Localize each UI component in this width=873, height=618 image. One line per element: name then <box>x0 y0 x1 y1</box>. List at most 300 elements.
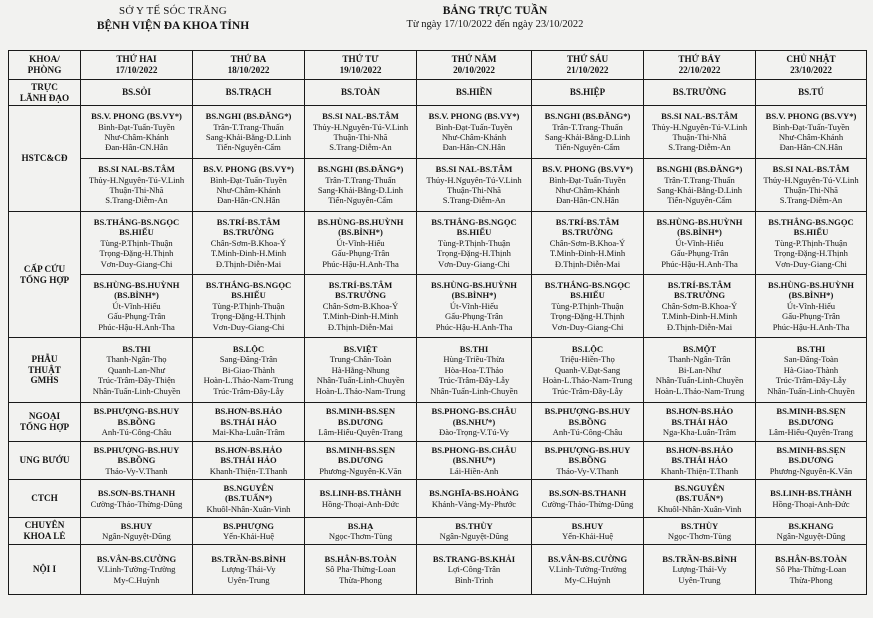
staff-names: Thảo-Vy-V.Thanh <box>105 465 168 476</box>
doctor-name: BS.TRÍ-BS.TÂM <box>667 279 732 290</box>
doctor-name: BS.TRƯỜNG <box>222 227 274 238</box>
staff-names: Hoàn-L.Thảo-Nam-Trung <box>654 385 745 396</box>
doctor-name: BS.V. PHONG (BS.VY*) <box>203 164 294 175</box>
staff-names: Thuận-Thi-Nhã <box>333 132 388 142</box>
org-name: SỞ Y TẾ SÓC TRĂNG <box>119 5 227 17</box>
header-row <box>9 51 867 80</box>
duty-cell <box>81 442 193 480</box>
staff-names: Hòa-Hoa-T.Thảo <box>444 364 504 375</box>
staff-names: Trọng-Đặng-H.Thịnh <box>211 311 286 322</box>
staff-names: Trúc-Trâm-Đây-Lẫy <box>552 385 623 396</box>
staff-names: S.Trang-Diễm-An <box>779 195 843 206</box>
doctor-name: (BS.BÌNH*) <box>338 227 383 238</box>
staff-names: Út-Vĩnh-Hiếu <box>786 300 836 311</box>
staff-names: My-C.Huỳnh <box>113 574 160 585</box>
staff-names: Hoàn-L.Thảo-Nam-Trung <box>542 375 633 386</box>
day-name: THỨ TƯ <box>342 54 379 65</box>
dept-label: LÃNH ĐẠO <box>19 92 70 103</box>
duty-cell <box>193 338 305 403</box>
staff-names: Ngân-Nguyệt-Dũng <box>439 531 509 541</box>
duty-cell <box>644 275 756 338</box>
dept-label: NGOẠI <box>28 411 61 422</box>
doctor-name: BS.TOÀN <box>340 87 381 98</box>
staff-names: Tiến-Nguyên-Cẩm <box>216 142 281 153</box>
duty-cell <box>305 338 417 403</box>
staff-names: Vơn-Duy-Giang-Chi <box>551 321 624 332</box>
day-date: 20/10/2022 <box>453 65 495 75</box>
staff-names: Như-Châm-Khánh <box>441 132 507 142</box>
dept-cell <box>9 106 81 212</box>
staff-names: Út-Vĩnh-Hiếu <box>449 300 499 311</box>
document-period: Từ ngày 17/10/2022 đến ngày 23/10/2022 <box>406 19 584 30</box>
doctor-name: BS.NGHI (BS.ĐĂNG*) <box>317 164 404 175</box>
staff-names: Bình-Đạt-Tuấn-Tuyền <box>549 174 626 185</box>
staff-names: Thủy-H.Nguyên-Tú-V.Linh <box>312 121 409 132</box>
duty-cell <box>532 159 644 212</box>
doctor-name: BS.SƠN-BS.THANH <box>548 488 627 499</box>
duty-cell <box>756 212 867 275</box>
dept-header-line: PHÒNG <box>27 65 62 75</box>
day-date: 22/10/2022 <box>678 65 721 75</box>
duty-cell <box>193 212 305 275</box>
doctor-name: BS.BỒNG <box>568 455 607 466</box>
doctor-name: BS.HẠ <box>347 520 374 531</box>
doctor-name: BS.DƯƠNG <box>337 455 384 466</box>
staff-names: Tùng-P.Thịnh-Thuận <box>100 237 173 248</box>
doctor-name: (BS.TUẤN*) <box>675 493 724 504</box>
doctor-name: BS.TRẠCH <box>225 87 272 98</box>
staff-names: Trọng-Đặng-H.Thịnh <box>774 248 848 259</box>
doctor-name: BS.TRƯỜNG <box>673 290 725 301</box>
roster-row <box>9 338 867 403</box>
staff-names: Nhân-Tuấn-Linh-Chuyền <box>92 385 181 396</box>
staff-names: Đan-Hân-CN.Hân <box>442 142 506 153</box>
dept-label: CHUYÊN <box>24 520 65 531</box>
doctor-name: BS.V. PHONG (BS.VY*) <box>91 111 182 122</box>
staff-names: Bình-Đạt-Tuấn-Tuyền <box>210 174 287 185</box>
doctor-name: BS.HƠN-BS.HẢO <box>665 406 734 417</box>
doctor-name: BS.SƠN-BS.THANH <box>97 488 176 499</box>
dept-cell <box>9 338 81 403</box>
duty-cell <box>756 106 867 159</box>
staff-names: Yến-Khải-Huệ <box>222 531 275 541</box>
day-column-header <box>417 51 532 80</box>
staff-names: Vơn-Duy-Giang-Chi <box>100 258 173 269</box>
doctor-name: BS.THÁI HẢO <box>671 455 728 466</box>
staff-names: Mai-Kha-Luân-Trâm <box>212 427 285 438</box>
staff-names: Tùng-P.Thịnh-Thuận <box>774 237 848 248</box>
staff-names: Lái-Hiền-Anh <box>449 465 499 476</box>
staff-names: Gấu-Phụng-Trân <box>670 248 729 259</box>
duty-cell <box>193 80 305 106</box>
roster-row <box>9 80 867 106</box>
day-name: CHỦ NHẬT <box>786 54 836 65</box>
staff-names: Gấu-Phụng-Trân <box>107 311 166 322</box>
doctor-name: BS.HUY <box>571 520 604 531</box>
staff-names: Thuận-Thi-Nhã <box>672 132 727 142</box>
doctor-name: (BS.BÌNH*) <box>451 290 497 301</box>
duty-cell <box>756 338 867 403</box>
doctor-name: BS.THÁI HẢO <box>220 416 277 427</box>
staff-names: Đan-Hân-CN.Hân <box>779 142 843 153</box>
duty-cell <box>756 275 867 338</box>
roster-row <box>9 159 867 212</box>
staff-names: Trúc-Trâm-Đây-Lẫy <box>438 375 510 386</box>
duty-cell <box>81 518 193 545</box>
doctor-name: BS.NGUYÊN <box>674 482 725 493</box>
doctor-name: BS.MINH-BS.SẸN <box>776 406 846 417</box>
dept-label: TỔNG HỢP <box>19 422 70 432</box>
day-name: THỨ HAI <box>116 54 157 65</box>
staff-names: Sang-Khải-Bằng-D.Linh <box>205 132 292 142</box>
day-date: 17/10/2022 <box>115 65 158 75</box>
doctor-name: BS.DƯƠNG <box>788 416 834 427</box>
dept-cell <box>9 212 81 338</box>
doctor-name: BS.NGHĨA-BS.HOÀNG <box>429 488 519 499</box>
roster-row <box>9 275 867 338</box>
duty-cell <box>756 159 867 212</box>
duty-cell <box>532 442 644 480</box>
staff-names: Ngọc-Thơm-Tùng <box>328 531 393 541</box>
day-date: 18/10/2022 <box>227 65 270 75</box>
doctor-name: BS.HIẾU <box>231 290 266 301</box>
dept-cell <box>9 480 81 518</box>
doctor-name: BS.HÙNG-BS.HUỲNH <box>768 279 854 290</box>
duty-cell <box>193 159 305 212</box>
staff-names: Khanh-Thiện-T.Thanh <box>209 465 288 476</box>
duty-cell <box>417 545 532 595</box>
day-date: 23/10/2022 <box>790 65 832 75</box>
staff-names: Nhân-Tuấn-Linh-Chuyền <box>655 375 744 386</box>
day-date: 19/10/2022 <box>339 65 382 75</box>
duty-cell <box>193 106 305 159</box>
staff-names: Gấu-Phụng-Trân <box>445 311 503 322</box>
staff-names: Nhân-Tuấn-Linh-Chuyền <box>430 385 518 396</box>
duty-cell <box>532 106 644 159</box>
duty-cell <box>417 159 532 212</box>
hospital-name: BỆNH VIỆN ĐA KHOA TỈNH <box>96 20 250 32</box>
dept-label: KHOA LẺ <box>23 531 66 541</box>
staff-names: Uyên-Trung <box>678 574 721 585</box>
doctor-name: BS.HÙNG-BS.HUỲNH <box>431 279 517 290</box>
staff-names: Khánh-Vàng-My-Phước <box>431 498 517 509</box>
doctor-name: BS.TRÍ-BS.TÂM <box>216 216 281 227</box>
duty-cell <box>532 80 644 106</box>
doctor-name: BS.THÁI HẢO <box>671 416 728 427</box>
staff-names: Trúc-Trâm-Đây-Lẫy <box>213 385 284 396</box>
staff-names: Thủy-H.Nguyên-Tú-V.Linh <box>651 121 748 132</box>
duty-cell <box>193 403 305 442</box>
staff-names: S.Trang-Diễm-An <box>329 142 392 153</box>
doctor-name: BS.HIẾU <box>793 227 829 238</box>
doctor-name: BS.LỘC <box>232 343 265 354</box>
staff-names: Hồng-Thoại-Anh-Đức <box>772 498 850 509</box>
doctor-name: BS.NGHI (BS.ĐĂNG*) <box>656 164 743 175</box>
staff-names: S.Trang-Diễm-An <box>668 142 731 153</box>
doctor-name: BS.HƠN-BS.HẢO <box>214 444 283 455</box>
duty-cell <box>305 403 417 442</box>
staff-names: Thủy-H.Nguyên-Tú-V.Linh <box>426 174 522 185</box>
staff-names: Bi-Giao-Thành <box>222 364 275 375</box>
roster-row <box>9 212 867 275</box>
doctor-name: BS.THÙY <box>680 520 719 531</box>
staff-names: Bi-Lan-Như <box>678 364 721 375</box>
doctor-name: BS.V. PHONG (BS.VY*) <box>765 111 857 122</box>
staff-names: Thanh-Ngân-Trân <box>668 354 731 365</box>
doctor-name: BS.TRẦN-BS.BÌNH <box>211 553 286 564</box>
roster-row <box>9 442 867 480</box>
duty-cell <box>417 442 532 480</box>
staff-names: Lợi-Công-Trân <box>447 564 501 575</box>
duty-cell <box>644 480 756 518</box>
duty-cell <box>417 212 532 275</box>
staff-names: Bình-Trình <box>454 574 494 585</box>
staff-names: Phúc-Hậu-H.Anh-Tha <box>98 321 175 332</box>
duty-cell <box>417 80 532 106</box>
doctor-name: BS.HUY <box>120 520 153 531</box>
dept-label: THUẬT <box>28 364 61 375</box>
staff-names: S.Trang-Diễm-An <box>105 195 168 206</box>
staff-names: Cường-Thảo-Thừng-Dũng <box>541 498 634 509</box>
duty-cell <box>81 338 193 403</box>
duty-cell <box>756 442 867 480</box>
duty-cell <box>305 442 417 480</box>
staff-names: Gấu-Phụng-Trân <box>331 248 390 259</box>
doctor-name: BS.THI <box>459 343 489 354</box>
staff-names: Bình-Đạt-Tuấn-Tuyền <box>772 121 850 132</box>
document-header <box>330 5 660 30</box>
day-name: THỨ NĂM <box>451 54 497 65</box>
day-column-header <box>644 51 756 80</box>
duty-cell <box>532 212 644 275</box>
staff-names: Trân-T.Trang-Thuấn <box>664 174 735 185</box>
doctor-name: BS.TÚ <box>798 87 824 98</box>
duty-cell <box>644 106 756 159</box>
doctor-name: BS.TRẦN-BS.BÌNH <box>662 553 737 564</box>
day-column-header <box>193 51 305 80</box>
duty-cell <box>193 518 305 545</box>
doctor-name: (BS.TUẤN*) <box>224 493 273 504</box>
duty-cell <box>193 480 305 518</box>
staff-names: Trọng-Đặng-H.Thịnh <box>550 311 625 322</box>
staff-names: Bình-Đạt-Tuấn-Tuyền <box>98 121 175 132</box>
staff-names: T.Minh-Đinh-H.Minh <box>549 248 626 259</box>
roster-body <box>9 80 867 595</box>
duty-cell <box>532 545 644 595</box>
doctor-name: BS.LINH-BS.THÀNH <box>770 488 852 499</box>
duty-cell <box>532 403 644 442</box>
doctor-name: BS.BỒNG <box>117 455 156 466</box>
staff-names: Nga-Kha-Luân-Trâm <box>662 427 737 438</box>
staff-names: V.Linh-Tường-Trường <box>548 564 627 575</box>
doctor-name: BS.BỒNG <box>117 416 156 427</box>
doctor-name: (BS.BÌNH*) <box>114 290 159 301</box>
duty-cell <box>305 275 417 338</box>
doctor-name: BS.HIẾU <box>119 227 154 238</box>
dept-label: NỘI I <box>32 564 57 575</box>
staff-names: Chân-Sơm-B.Khoa-Ý <box>661 300 738 311</box>
duty-cell <box>81 403 193 442</box>
staff-names: Anh-Tú-Công-Châu <box>101 427 172 438</box>
doctor-name: BS.MINH-BS.SẸN <box>325 444 396 455</box>
duty-cell <box>305 106 417 159</box>
dept-label: UNG BƯỚU <box>19 455 70 466</box>
staff-names: Hà-Hằng-Nhung <box>331 364 390 375</box>
doctor-name: BS.THẮNG-BS.NGỌC <box>205 279 292 290</box>
doctor-name: BS.HƠN-BS.HẢO <box>214 406 283 417</box>
staff-names: Tùng-P.Thịnh-Thuận <box>437 237 511 248</box>
doctor-name: BS.SỎI <box>122 87 151 98</box>
duty-cell <box>644 545 756 595</box>
org-header <box>58 5 288 32</box>
duty-cell <box>756 518 867 545</box>
duty-cell <box>305 80 417 106</box>
staff-names: Trung-Chân-Toàn <box>329 354 392 365</box>
doctor-name: BS.HƠN-BS.HẢO <box>665 444 734 455</box>
dept-label: GMHS <box>30 375 59 386</box>
staff-names: Lâm-Hiếu-Quyên-Trang <box>768 427 854 438</box>
roster-row <box>9 480 867 518</box>
staff-names: Triệu-Hiền-Thọ <box>560 354 615 365</box>
staff-names: Nhân-Tuấn-Linh-Chuyền <box>767 385 855 396</box>
staff-names: Chân-Sơm-B.Khoa-Ý <box>549 237 626 248</box>
duty-cell <box>193 275 305 338</box>
duty-cell <box>417 480 532 518</box>
day-column-header <box>305 51 417 80</box>
staff-names: Quanh-V.Đạt-Sang <box>554 364 621 375</box>
staff-names: Chân-Sơm-B.Khoa-Ý <box>322 300 399 311</box>
doctor-name: BS.SI NAL-BS.TÂM <box>772 164 850 175</box>
dept-header-line: KHOA/ <box>29 54 60 65</box>
duty-cell <box>756 545 867 595</box>
duty-cell <box>756 480 867 518</box>
staff-names: Út-Vĩnh-Hiếu <box>336 237 385 248</box>
duty-cell <box>81 159 193 212</box>
doctor-name: BS.NGHI (BS.ĐĂNG*) <box>205 111 292 122</box>
staff-names: Út-Vĩnh-Hiếu <box>675 237 724 248</box>
duty-cell <box>756 80 867 106</box>
doctor-name: BS.BỒNG <box>568 416 607 427</box>
duty-roster-table <box>8 50 867 595</box>
staff-names: Phúc-Hậu-H.Anh-Tha <box>322 258 399 269</box>
staff-names: Lâm-Hiếu-Quyên-Trang <box>318 427 403 438</box>
doctor-name: BS.LỘC <box>571 343 604 354</box>
doctor-name: BS.HIỆP <box>569 87 606 98</box>
doctor-name: BS.HIỀN <box>455 87 493 98</box>
staff-names: Khuôl-Nhân-Xuân-Vinh <box>206 503 291 514</box>
staff-names: Bình-Đạt-Tuấn-Tuyền <box>435 121 513 132</box>
staff-names: Trúc-Trâm-Đây-Thiện <box>97 375 176 386</box>
staff-names: Sô Pha-Thừng-Loan <box>325 564 396 575</box>
duty-cell <box>417 106 532 159</box>
duty-cell <box>532 338 644 403</box>
doctor-name: (BS.NHƯ*) <box>452 416 496 427</box>
doctor-name: BS.THI <box>122 343 151 354</box>
staff-names: Hoàn-L.Thảo-Nam-Trung <box>203 375 294 386</box>
staff-names: Trân-T.Trang-Thuấn <box>552 121 623 132</box>
staff-names: Phương-Nguyên-K.Văn <box>319 465 402 476</box>
doctor-name: BS.HÂN-BS.TOÀN <box>324 553 397 564</box>
day-name: THỨ BA <box>230 54 267 65</box>
doctor-name: BS.DƯƠNG <box>788 455 834 466</box>
duty-cell <box>81 480 193 518</box>
day-column-header <box>81 51 193 80</box>
doctor-name: BS.KHANG <box>788 520 834 531</box>
duty-cell <box>644 403 756 442</box>
staff-names: Cường-Thảo-Thừng-Dũng <box>90 498 183 509</box>
staff-names: Hoàn-L.Thảo-Nam-Trung <box>315 385 406 396</box>
dept-cell <box>9 80 81 106</box>
doctor-name: BS.VIỆT <box>343 343 378 354</box>
duty-cell <box>81 545 193 595</box>
staff-names: Thủy-H.Nguyên-Tú-V.Linh <box>88 174 185 185</box>
roster-row <box>9 518 867 545</box>
staff-names: Gấu-Phụng-Trân <box>782 311 840 322</box>
staff-names: Chân-Sơm-B.Khoa-Ý <box>210 237 287 248</box>
duty-cell <box>532 518 644 545</box>
staff-names: Nhân-Tuấn-Linh-Chuyền <box>316 375 405 386</box>
staff-names: Sang-Khải-Bằng-D.Linh <box>317 185 404 195</box>
doctor-name: BS.MINH-BS.SẸN <box>776 444 846 455</box>
duty-cell <box>81 275 193 338</box>
doctor-name: BS.MỘT <box>682 343 717 354</box>
staff-names: Phúc-Hậu-H.Anh-Tha <box>661 258 738 269</box>
staff-names: Hồng-Thoại-Anh-Đức <box>321 498 400 509</box>
staff-names: Hà-Giao-Thành <box>783 364 839 375</box>
doctor-name: BS.VÂN-BS.CƯỜNG <box>547 553 628 564</box>
staff-names: Hùng-Triều-Thừa <box>443 354 505 365</box>
staff-names: Lượng-Thái-Vy <box>672 564 727 575</box>
doctor-name: BS.NGUYÊN <box>223 482 274 493</box>
dept-label: PHẪU <box>31 354 58 365</box>
staff-names: Thuận-Thi-Nhã <box>784 185 838 195</box>
doctor-name: BS.MINH-BS.SẸN <box>325 406 396 417</box>
staff-names: Vơn-Duy-Giang-Chi <box>212 321 285 332</box>
doctor-name: BS.TRANG-BS.KHẢI <box>432 553 516 564</box>
staff-names: Đ.Thịnh-Diễn-Mai <box>666 321 733 332</box>
staff-names: Đào-Trọng-V.Tú-Vy <box>439 427 509 438</box>
day-column-header <box>532 51 644 80</box>
dept-label: TỔNG HỢP <box>19 274 70 285</box>
staff-names: Như-Châm-Khánh <box>104 132 169 142</box>
duty-cell <box>532 275 644 338</box>
doctor-name: BS.V. PHONG (BS.VY*) <box>428 111 520 122</box>
duty-cell <box>417 403 532 442</box>
roster-row <box>9 106 867 159</box>
staff-names: Đan-Hân-CN.Hân <box>105 142 168 153</box>
doctor-name: BS.TRƯỜNG <box>672 87 727 98</box>
dept-cell <box>9 518 81 545</box>
duty-cell <box>644 442 756 480</box>
doctor-name: BS.SI NAL-BS.TÂM <box>98 164 175 175</box>
doctor-name: BS.HÙNG-BS.HUỲNH <box>93 279 180 290</box>
duty-cell <box>305 159 417 212</box>
doctor-name: BS.PHONG-BS.CHÂU <box>431 406 517 417</box>
dept-cell <box>9 403 81 442</box>
day-date: 21/10/2022 <box>566 65 609 75</box>
staff-names: Đ.Thịnh-Diễn-Mai <box>327 321 394 332</box>
staff-names: Ngân-Nguyệt-Dũng <box>102 531 171 541</box>
doctor-name: BS.HIẾU <box>456 227 492 238</box>
staff-names: Đan-Hân-CN.Hân <box>556 195 619 206</box>
staff-names: Yến-Khải-Huệ <box>561 531 614 541</box>
staff-names: T.Minh-Đinh-H.Minh <box>661 311 738 322</box>
duty-cell <box>305 545 417 595</box>
staff-names: Ngân-Nguyệt-Dũng <box>776 531 846 541</box>
day-name: THỨ SÁU <box>566 54 609 65</box>
staff-names: Sang-Đăng-Trân <box>219 354 278 365</box>
duty-cell <box>532 480 644 518</box>
